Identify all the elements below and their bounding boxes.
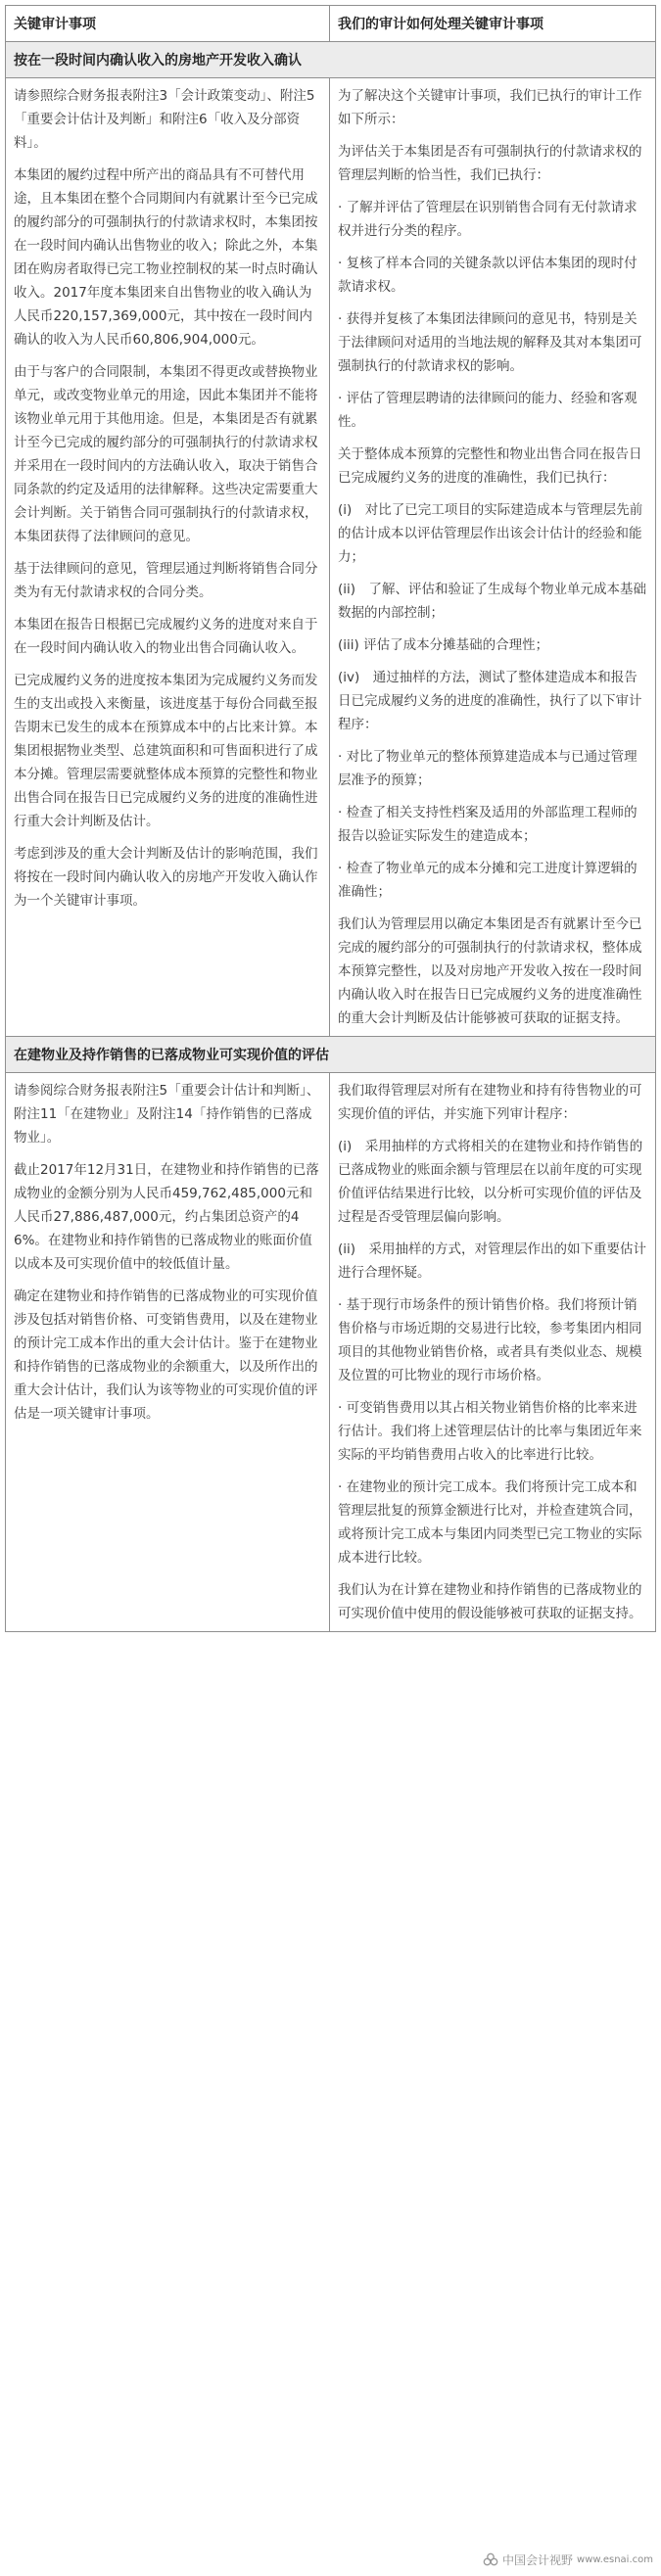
paragraph: 本集团在报告日根据已完成履约义务的进度对来自于在一段时间内确认收入的物业出售合同确认收入。: [14, 617, 318, 656]
section-title: 在建物业及持作销售的已落成物业可实现价值的评估: [6, 1037, 656, 1073]
paragraph: 为了解决这个关键审计事项，我们已执行的审计工作如下所示：: [338, 88, 642, 127]
audit-response-cell: [330, 1073, 656, 1632]
paragraph: (ii) 采用抽样的方式，对管理层作出的如下重要估计进行合理怀疑。: [338, 1241, 647, 1281]
header-audit-response: 我们的审计如何处理关键审计事项: [330, 6, 656, 42]
paragraph: · 基于现行市场条件的预计销售价格。我们将预计销售价格与市场近期的交易进行比较，参考集团内相同项目的其他物业销售价格，或者具有类似业态、规模及位置的可比物业的现行市场价格。: [338, 1297, 642, 1383]
paragraph: (iii) 评估了成本分摊基础的合理性；: [338, 637, 549, 653]
paragraph: 请参照综合财务报表附注3「会计政策变动」、附注5「重要会计估计及判断」和附注6「收入及分部资料」。: [14, 88, 315, 151]
section-content-row: [6, 1073, 656, 1632]
sections-body: [6, 42, 656, 1632]
paragraph: · 了解并评估了管理层在识别销售合同有无付款请求权并进行分类的程序。: [338, 200, 637, 239]
paragraph: (iv) 通过抽样的方法，测试了整体建造成本和报告日已完成履约义务的进度的准确性，执行了以下审计程序：: [338, 670, 642, 732]
watermark-text: 中国会计视野: [502, 2553, 574, 2567]
section-title-row: [6, 42, 656, 78]
paragraph: 请参阅综合财务报表附注5「重要会计估计和判断」、附注11「在建物业」及附注14「持作销售的已落成物业」。: [14, 1083, 320, 1146]
paragraph: 确定在建物业和持作销售的已落成物业的可实现价值涉及包括对销售价格、可变销售费用，以及在建物业的预计完工成本作出的重大会计估计。鉴于在建物业和持作销售的已落成物业的余额重大，以及所作出的重大会计估计，我们认为该等物业的可实现价值的评估是一项关键审计事项。: [14, 1288, 318, 1422]
paragraph: 考虑到涉及的重大会计判断及估计的影响范围，我们将按在一段时间内确认收入的房地产开发收入确认作为一个关键审计事项。: [14, 846, 318, 909]
paragraph: (ii) 了解、评估和验证了生成每个物业单元成本基础数据的内部控制；: [338, 582, 647, 621]
header-key-audit-matter: 关键审计事项: [6, 6, 330, 42]
paragraph: 已完成履约义务的进度按本集团为完成履约义务而发生的支出或投入来衡量，该进度基于每份合同截至报告期末已发生的成本在预算成本中的占比来计算。本集团根据物业类型、总建筑面积和可售面积进行了成本分摊。管理层需要就整体成本预算的完整性和物业出售合同在报告日已完成履约义务的进度的准确性进行重大会计判断及估计。: [14, 673, 318, 829]
paragraph: · 复核了样本合同的关键条款以评估本集团的现时付款请求权。: [338, 256, 637, 295]
document-page: [5, 5, 655, 1632]
section-title-row: [6, 1037, 656, 1073]
paragraph: · 对比了物业单元的整体预算建造成本与已通过管理层准予的预算；: [338, 749, 637, 788]
paragraph: 基于法律顾问的意见，管理层通过判断将销售合同分类为有无付款请求权的合同分类。: [14, 561, 318, 600]
section-title: 按在一段时间内确认收入的房地产开发收入确认: [6, 42, 656, 78]
paragraph: · 检查了相关支持性档案及适用的外部监理工程师的报告以验证实际发生的建造成本；: [338, 805, 637, 844]
paragraph: 关于整体成本预算的完整性和物业出售合同在报告日已完成履约义务的进度的准确性，我们已执行：: [338, 446, 642, 486]
paragraph: 截止2017年12月31日，在建物业和持作销售的已落成物业的金额分别为人民币459,762,485,000元和人民币27,886,487,000元，约占集团总资产的46%。在建物业和持作销售的已落成物业的账面价值以成本及可实现价值中的较低值计量。: [14, 1162, 319, 1272]
key-audit-matters-table: [5, 5, 656, 1632]
paragraph: 我们取得管理层对所有在建物业和持有待售物业的可实现价值的评估，并实施下列审计程序：: [338, 1083, 642, 1122]
paragraph: · 评估了管理层聘请的法律顾问的能力、经验和客观性。: [338, 391, 637, 430]
paragraph: (i) 采用抽样的方式将相关的在建物业和持作销售的已落成物业的账面余额与管理层在以前年度的可实现价值评估结果进行比较，以分析可实现价值的评估及过程是否受管理层偏向影响。: [338, 1139, 643, 1225]
paragraph: 我们认为在计算在建物业和持作销售的已落成物业的可实现价值中使用的假设能够被可获取的证据支持。: [338, 1582, 642, 1621]
paragraph: · 可变销售费用以其占相关物业销售价格的比率来进行估计。我们将上述管理层估计的比率与集团近年来实际的平均销售费用占收入的比率进行比较。: [338, 1400, 642, 1463]
table-header-row: [6, 6, 656, 42]
paragraph: 我们认为管理层用以确定本集团是否有就累计至今已完成的履约部分的可强制执行的付款请求权，整体成本预算完整性，以及对房地产开发收入按在一段时间内确认收入时在报告日已完成履约义务的进度准确性的重大会计判断及估计能够被可获取的证据支持。: [338, 916, 642, 1026]
watermark: [483, 2552, 653, 2568]
paragraph: 由于与客户的合同限制，本集团不得更改或替换物业单元，或改变物业单元的用途，因此本集团并不能将该物业单元用于其他用途。但是，本集团是否有就累计至今已完成的履约部分的可强制执行的付款请求权并采用在一段时间内的方法确认收入，取决于销售合同条款的约定及适用的法律解释。这些决定需要重大会计判断。关于销售合同可强制执行的付款请求权，本集团获得了法律顾问的意见。: [14, 364, 318, 544]
section-content-row: [6, 78, 656, 1037]
watermark-url: www.esnai.com: [577, 2554, 653, 2565]
audit-response-cell: [330, 78, 656, 1037]
paragraph: · 检查了物业单元的成本分摊和完工进度计算逻辑的准确性；: [338, 861, 637, 900]
paragraph: · 在建物业的预计完工成本。我们将预计完工成本和管理层批复的预算金额进行比对，并检查建筑合同，或将预计完工成本与集团内同类型已完工物业的实际成本进行比较。: [338, 1479, 642, 1566]
matter-description-cell: [6, 1073, 330, 1632]
paragraph: 为评估关于本集团是否有可强制执行的付款请求权的管理层判断的恰当性，我们已执行：: [338, 144, 642, 183]
clover-icon: [483, 2553, 498, 2568]
paragraph: · 获得并复核了本集团法律顾问的意见书，特别是关于法律顾问对适用的当地法规的解释及其对本集团可强制执行的付款请求权的影响。: [338, 311, 642, 374]
matter-description-cell: [6, 78, 330, 1037]
paragraph: 本集团的履约过程中所产出的商品具有不可替代用途，且本集团在整个合同期间内有就累计至今已完成的履约部分的可强制执行的付款请求权时，本集团按在一段时间内确认出售物业的收入；除此之外，本集团在购房者取得已完工物业控制权的某一时点时确认收入。2017年度本集团来自出售物业的收入确认为人民币220,157,369,000元，其中按在一段时间内确认的收入为人民币60,806,904,000元。: [14, 167, 318, 348]
paragraph: (i) 对比了已完工项目的实际建造成本与管理层先前的估计成本以评估管理层作出该会计估计的经验和能力；: [338, 502, 643, 565]
